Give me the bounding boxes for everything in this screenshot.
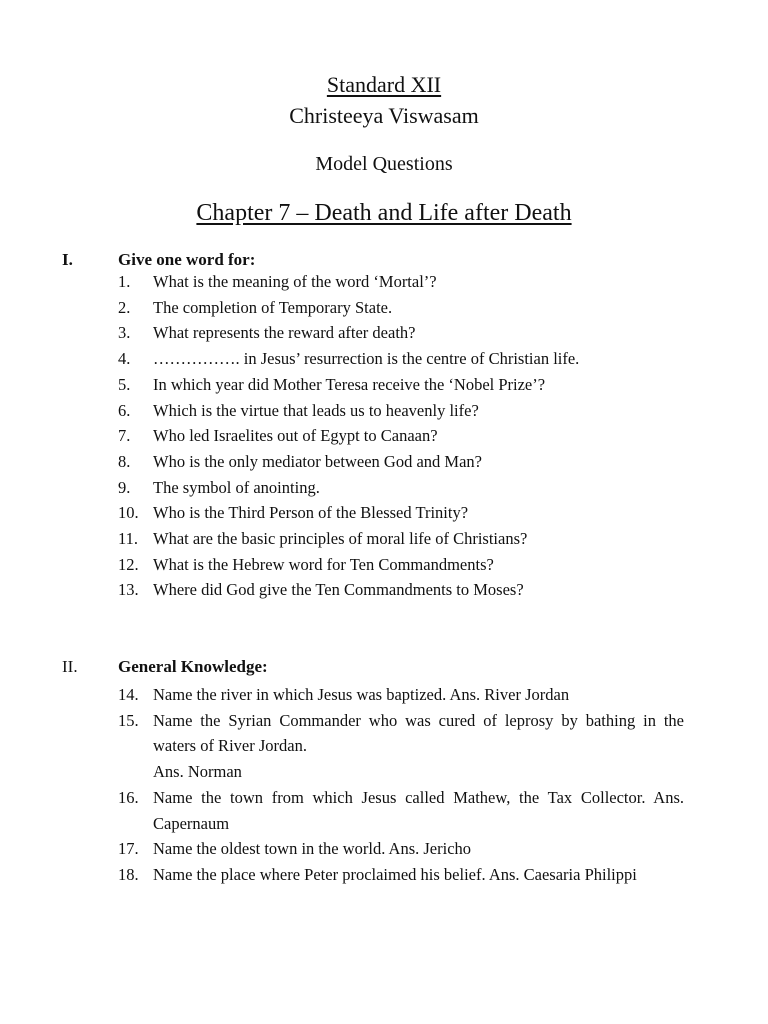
question-item bbox=[118, 708, 684, 785]
question-number: 8. bbox=[118, 451, 131, 471]
question-text: Who is the only mediator between God and Man? bbox=[153, 451, 482, 471]
question-item bbox=[118, 449, 684, 475]
question-text: What is the meaning of the word ‘Mortal’? bbox=[153, 272, 437, 291]
question-number: 16. bbox=[118, 787, 139, 807]
question-item bbox=[118, 577, 684, 603]
question-number: 13. bbox=[118, 580, 139, 600]
question-number: 15. bbox=[118, 710, 139, 730]
question-text: Name the river in which Jesus was baptized. Ans. River Jordan bbox=[153, 685, 570, 704]
question-number: 18. bbox=[118, 864, 139, 884]
question-text: Who is the Third Person of the Blessed Trinity? bbox=[153, 503, 469, 523]
question-item bbox=[118, 526, 684, 552]
question-number: 9. bbox=[118, 477, 131, 497]
question-number: 1. bbox=[118, 272, 131, 291]
question-number: 4. bbox=[118, 349, 131, 369]
question-list bbox=[118, 682, 684, 888]
question-text: Name the Syrian Commander who was cured of leprosy by bathing in the waters of River Jordan. bbox=[153, 710, 684, 756]
document-model-questions-title: Model Questions bbox=[315, 153, 453, 175]
question-text: What is the Hebrew word for Ten Commandments? bbox=[153, 554, 494, 574]
question-text: Which is the virtue that leads us to heavenly life? bbox=[153, 400, 479, 420]
question-number: 12. bbox=[118, 554, 139, 574]
question-number: 2. bbox=[118, 297, 131, 317]
section-title: General Knowledge: bbox=[118, 657, 268, 676]
question-item bbox=[118, 423, 684, 449]
section-number: I. bbox=[62, 250, 73, 269]
question-number: 14. bbox=[118, 685, 139, 704]
question-number: 3. bbox=[118, 323, 131, 343]
question-text: ……………. in Jesus’ resurrection is the centre of Christian life. bbox=[153, 349, 580, 369]
question-number: 5. bbox=[118, 374, 131, 394]
question-text: Name the place where Peter proclaimed his belief. Ans. Caesaria Philippi bbox=[153, 864, 637, 884]
question-item bbox=[118, 862, 684, 888]
question-item bbox=[118, 475, 684, 501]
question-text: Name the oldest town in the world. Ans. Jericho bbox=[153, 839, 472, 859]
question-text: What represents the reward after death? bbox=[153, 323, 416, 343]
question-item bbox=[118, 320, 684, 346]
section-number: II. bbox=[62, 657, 78, 676]
section-title: Give one word for: bbox=[118, 250, 256, 269]
question-text: Name the town from which Jesus called Mathew, the Tax Collector. Ans. Capernaum bbox=[153, 787, 684, 833]
question-text: The symbol of anointing. bbox=[153, 477, 320, 497]
question-list bbox=[118, 269, 684, 603]
chapter-title: Chapter 7 – Death and Life after Death bbox=[196, 200, 572, 226]
question-text: The completion of Temporary State. bbox=[153, 297, 393, 317]
question-number: 11. bbox=[118, 529, 139, 549]
document-standard-title: Standard XII bbox=[326, 72, 442, 97]
question-item bbox=[118, 398, 684, 424]
question-item bbox=[118, 500, 684, 526]
question-item bbox=[118, 785, 684, 836]
question-item bbox=[118, 836, 684, 862]
question-text: What are the basic principles of moral life of Christians? bbox=[153, 529, 528, 549]
question-text: In which year did Mother Teresa receive the ‘Nobel Prize’? bbox=[153, 374, 546, 394]
question-text: Who led Israelites out of Egypt to Canaan? bbox=[153, 426, 438, 446]
question-number: 7. bbox=[118, 426, 131, 446]
question-number: 6. bbox=[118, 400, 131, 420]
answer-text: Ans. Norman bbox=[153, 762, 242, 782]
question-item bbox=[118, 295, 684, 321]
question-item bbox=[118, 269, 684, 295]
question-item bbox=[118, 346, 684, 372]
question-text: Where did God give the Ten Commandments to Moses? bbox=[153, 580, 524, 600]
question-item bbox=[118, 552, 684, 578]
question-item bbox=[118, 372, 684, 398]
question-number: 17. bbox=[118, 839, 139, 859]
question-number: 10. bbox=[118, 503, 139, 523]
question-item bbox=[118, 682, 684, 708]
document-subject-title: Christeeya Viswasam bbox=[289, 103, 479, 128]
